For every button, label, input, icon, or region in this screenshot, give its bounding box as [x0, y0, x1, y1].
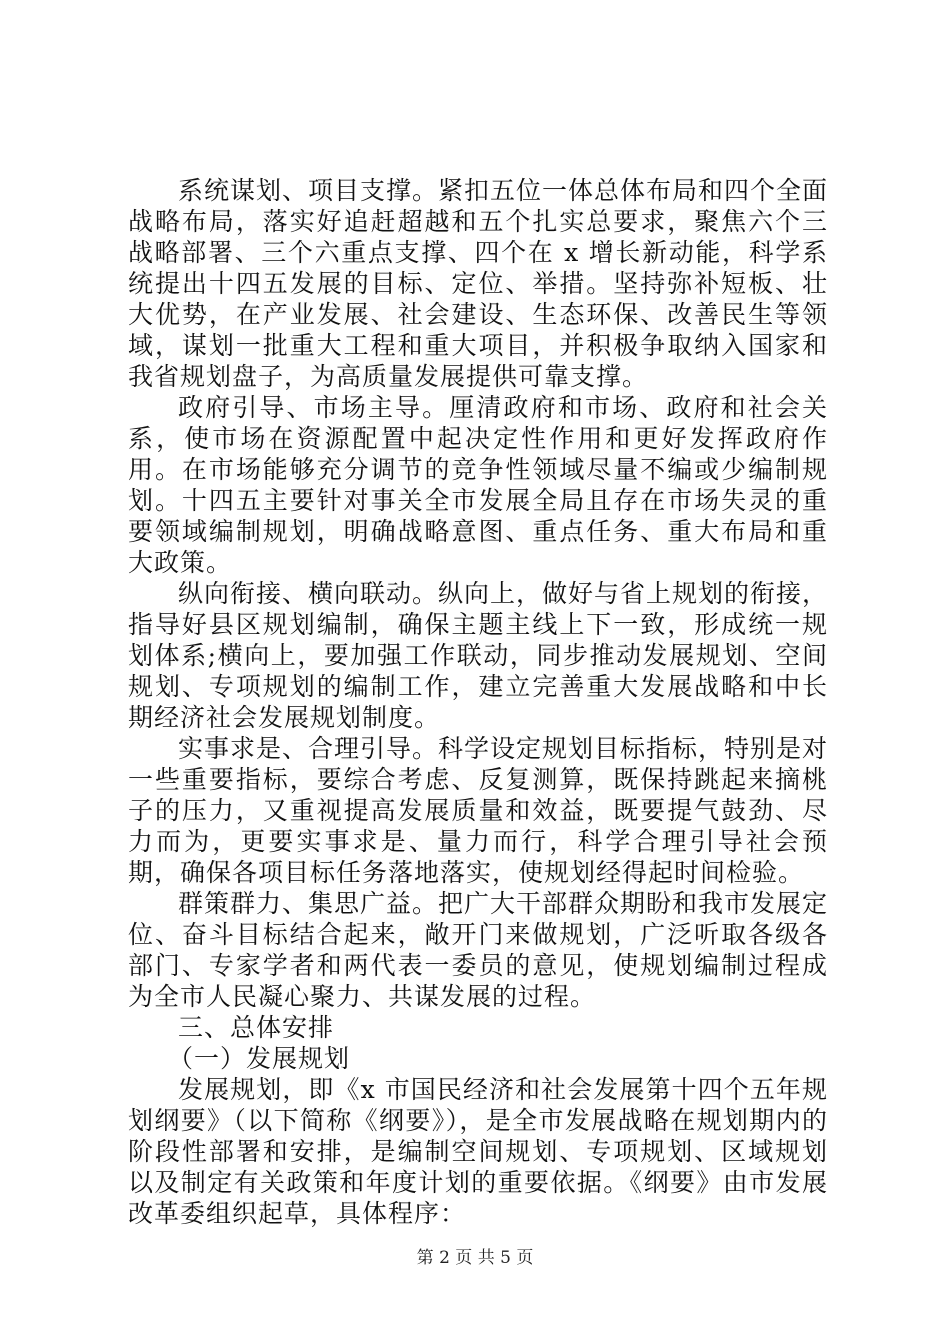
document-body — [128, 175, 828, 1229]
paragraph-government-guidance: 政府引导、市场主导。厘清政府和市场、政府和社会关系，使市场在资源配置中起决定性作用和更好发挥政府作用。在市场能够充分调节的竞争性领域尽量不编或少编制规划。十四五主要针对事关全市发展全局且存在市场失灵的重要领域编制规划，明确战略意图、重点任务、重大布局和重大政策。 — [128, 393, 828, 577]
paragraph-collective-wisdom: 群策群力、集思广益。把广大干部群众期盼和我市发展定位、奋斗目标结合起来，敞开门来做规划，广泛听取各级各部门、专家学者和两代表一委员的意见，使规划编制过程成为全市人民凝心聚力、共谋发展的过程。 — [128, 889, 829, 1011]
section-heading: 三、总体安排 — [178, 1013, 335, 1042]
paragraph-vertical-horizontal: 纵向衔接、横向联动。纵向上，做好与省上规划的衔接，指导好县区规划编制，确保主题主线上下一致，形成统一规划体系;横向上，要加强工作联动，同步推动发展规划、空间规划、专项规划的编制工作，建立完善重大发展战略和中长期经济社会发展规划制度。 — [128, 579, 829, 732]
page-footer: 第 2 页 共 5 页 — [416, 1248, 534, 1268]
paragraph-development-plan: 发展规划，即《x 市国民经济和社会发展第十四个五年规划纲要》（以下简称《纲要》），是全市发展战略在规划期内的阶段性部署和安排，是编制空间规划、专项规划、区域规划以及制定有关政策和年度计划的重要依据。《纲要》由市发展改革委组织起草，具体程序： — [128, 1075, 828, 1228]
paragraph-seek-truth: 实事求是、合理引导。科学设定规划目标指标，特别是对一些重要指标，要综合考虑、反复测算，既保持跳起来摘桃子的压力，又重视提高发展质量和效益，既要提气鼓劲、尽力而为，更要实事求是、量力而行，科学合理引导社会预期，确保各项目标任务落地落实，使规划经得起时间检验。 — [128, 734, 829, 887]
paragraph-system-planning: 系统谋划、项目支撑。紧扣五位一体总体布局和四个全面战略布局，落实好追赶超越和五个扎实总要求，聚焦六个三战略部署、三个六重点支撑、四个在 x 增长新动能，科学系统提出十四五发展的目标、定位、举措。坚持弥补短板、壮大优势，在产业发展、社会建设、生态环保、改善民生等领域，谋划一批重大工程和重大项目，并积极争取纳入国家和我省规划盘子，为高质量发展提供可靠支撑。 — [128, 176, 829, 391]
section-subheading: （一）发展规划 — [168, 1044, 351, 1073]
